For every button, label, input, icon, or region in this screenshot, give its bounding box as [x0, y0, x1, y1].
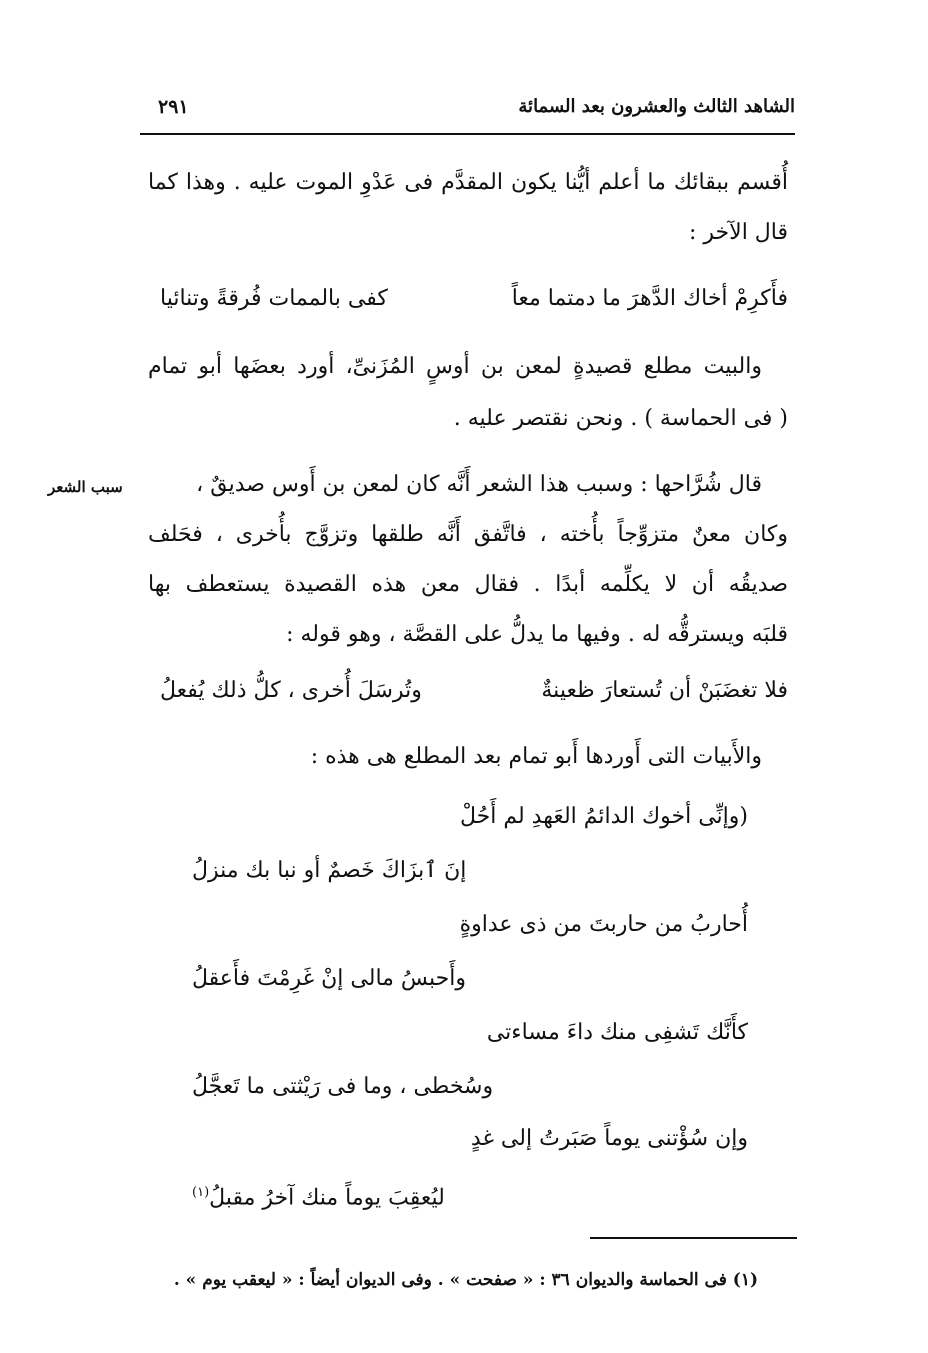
running-header: [140, 92, 795, 128]
poem-line-8-text: ليُعقِبَ يوماً منك آخرُ مقبلُ: [209, 1185, 445, 1211]
paragraph-3-line-4: قلبَه ويسترقُّه له . وفيها ما يدلُّ على القصَّة ، وهو قوله :: [286, 622, 788, 647]
poem-line-3: أُحاربُ من حاربتَ من ذى عداوةٍ: [459, 912, 748, 937]
poem-line-2: إنَ ٱبزَاكَ خَصمٌ أو نبا بك منزلُ: [192, 858, 467, 883]
poem-line-1: (وإنِّى أخوك الدائمُ العَهدِ لم أَحُلْ: [459, 804, 748, 829]
poem-line-8: [192, 1178, 445, 1213]
paragraph-3-line-1: قال شُرَّاحها : وسبب هذا الشعر أَنَّه كان لمعن بن أَوس صديقٌ ،: [196, 472, 762, 497]
verse-2-second-hemistich: وتُرسَلَ أُخرى ، كلُّ ذلك يُفعلُ: [160, 678, 422, 703]
paragraph-2-line-1: والبيت مطلع قصيدةٍ لمعن بن أوسٍ المُزَنىِّ، أورد بعضَها أبو تمام: [148, 354, 762, 379]
header-divider: [140, 133, 795, 135]
footnote: (١) فى الحماسة والديوان ٣٦ : « صفحت » . وفى الديوان أيضاً : « ليعقب يوم » .: [173, 1270, 758, 1290]
verse-1-second-hemistich: كفى بالممات فُرقةً وتنائيا: [160, 286, 388, 311]
paragraph-3-line-2: وكان معنٌ متزوِّجاً بأُخته ، فاتَّفق أَنَّه طلقها وتزوَّج بأُخرى ، فحَلف: [148, 522, 788, 547]
footnote-divider: [590, 1237, 797, 1239]
poem-line-7: وإن سُؤْتنى يوماً صَبَرتُ إلى غدٍ: [470, 1126, 748, 1151]
chapter-title: الشاهد الثالث والعشرون بعد السمائة: [518, 96, 795, 117]
poem-line-6: وسُخطى ، وما فى رَيْثتى ما تَعجَّلُ: [192, 1074, 494, 1099]
paragraph-1-line-2: قال الآخر :: [689, 220, 788, 245]
margin-note: سبب الشعر: [48, 478, 123, 496]
verse-2-first-hemistich: فلا تغضَبَنْ أن تُستعارَ ظعينةٌ: [541, 678, 788, 703]
poem-line-5: كأَنَّك تَشفِى منك داءَ مساءتى: [486, 1020, 748, 1045]
poem-line-4: وأَحبسُ مالى إنْ غَرِمْتَ فأَعقلُ: [192, 966, 466, 991]
verse-1-first-hemistich: فأَكرِمْ أخاك الدَّهرَ ما دمتما معاً: [511, 286, 788, 311]
paragraph-3-line-3: صديقُه أن لا يكلِّمه أبدًا . فقال معن هذه القصيدة يستعطف بها: [148, 572, 788, 597]
footnote-marker: (١): [192, 1185, 210, 1200]
paragraph-4-line-1: والأَبيات التى أَوردها أَبو تمام بعد المطلع هى هذه :: [310, 744, 762, 769]
page-number: ٢٩١: [158, 96, 189, 118]
paragraph-1-line-1: أُقسم ببقائك ما أعلم أيُّنا يكون المقدَّم فى عَدْوِ الموت عليه . وهذا كما: [148, 170, 788, 195]
paragraph-2-line-2: ( فى الحماسة ) . ونحن نقتصر عليه .: [453, 406, 788, 431]
